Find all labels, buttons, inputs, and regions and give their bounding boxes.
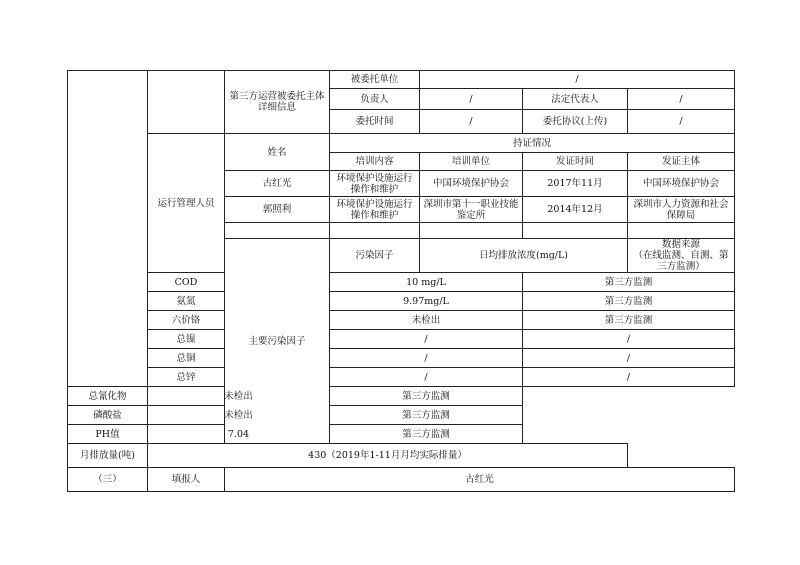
col-source-header: 数据来源 （在线监测、自测、第三方监测）	[628, 239, 735, 273]
operator-time: 2014年12月	[523, 197, 628, 223]
monthly-value: 430（2019年1-11月月均实际排量）	[148, 444, 628, 468]
third-party-blank-cell	[148, 71, 225, 134]
operator-content: 环境保护设施运行操作和维护	[330, 197, 420, 223]
empty-cell	[523, 223, 628, 239]
pollutant-conc: 未检出	[330, 311, 523, 330]
filler-index: （三）	[68, 468, 148, 492]
pollutant-source: /	[523, 330, 735, 349]
monthly-label: 月排放量(吨)	[68, 444, 148, 468]
col-header-unit: 培训单位	[420, 153, 523, 171]
pollutant-conc: 未检出	[148, 387, 330, 406]
entrusted-unit-label: 被委托单位	[330, 71, 420, 89]
operator-content: 环境保护设施运行操作和维护	[330, 171, 420, 197]
pollutant-source: 第三方监测	[330, 406, 523, 425]
left-blank-cell	[68, 71, 148, 387]
entrust-time-label: 委托时间	[330, 110, 420, 134]
pollutant-factor: 总铜	[148, 349, 225, 368]
pollutant-factor: 总镍	[148, 330, 225, 349]
agreement-value: /	[628, 110, 735, 134]
empty-cell	[330, 223, 420, 239]
pollutant-factor: COD	[148, 273, 225, 292]
cert-header: 持证情况	[330, 134, 735, 153]
operator-issuer: 深圳市人力资源和社会保障局	[628, 197, 735, 223]
pollutant-conc: 10 mg/L	[330, 273, 523, 292]
pollutant-factor: 六价铬	[148, 311, 225, 330]
pollutant-source: 第三方监测	[330, 387, 523, 406]
entrusted-unit-value: /	[420, 71, 735, 89]
filler-value: 古红光	[225, 468, 735, 492]
empty-cell	[225, 223, 330, 239]
pollutant-source: 第三方监测	[523, 292, 735, 311]
col-factor-header: 污染因子	[330, 239, 420, 273]
pollutant-factor: 磷酸盐	[68, 406, 148, 425]
empty-cell	[628, 223, 735, 239]
pollutant-source: /	[523, 368, 735, 387]
operator-name: 古红光	[225, 171, 330, 197]
operator-unit: 深圳市第十一职业技能鉴定所	[420, 197, 523, 223]
responsible-label: 负责人	[330, 89, 420, 110]
pollutant-conc: /	[330, 368, 523, 387]
pollutant-conc: 7.04	[148, 425, 330, 444]
pollutant-source: /	[523, 349, 735, 368]
pollutant-conc: 9.97mg/L	[330, 292, 523, 311]
operators-section-label: 运行管理人员	[148, 134, 225, 273]
pollutant-factor: 总氰化物	[68, 387, 148, 406]
operator-unit: 中国环境保护协会	[420, 171, 523, 197]
responsible-value: /	[420, 89, 523, 110]
pollutant-conc: 未检出	[148, 406, 330, 425]
col-conc-header: 日均排放浓度(mg/L)	[420, 239, 628, 273]
filler-label: 填报人	[148, 468, 225, 492]
entrust-time-value: /	[420, 110, 523, 134]
legal-rep-value: /	[628, 89, 735, 110]
pollutant-factor: 总锌	[148, 368, 225, 387]
operator-time: 2017年11月	[523, 171, 628, 197]
pollutant-source: 第三方监测	[330, 425, 523, 444]
third-party-section-label: 第三方运营被委托主体详细信息	[225, 71, 330, 134]
pollutants-section-label: 主要污染因子	[225, 239, 330, 444]
legal-rep-label: 法定代表人	[523, 89, 628, 110]
pollutant-factor: PH值	[68, 425, 148, 444]
pollutant-conc: /	[330, 330, 523, 349]
pollutant-source: 第三方监测	[523, 273, 735, 292]
operator-name: 郭照利	[225, 197, 330, 223]
report-table	[67, 70, 735, 492]
pollutant-factor: 氨氮	[148, 292, 225, 311]
col-header-issuer: 发证主体	[628, 153, 735, 171]
agreement-label: 委托协议(上传)	[523, 110, 628, 134]
pollutant-conc: /	[330, 349, 523, 368]
col-header-time: 发证时间	[523, 153, 628, 171]
operator-issuer: 中国环境保护协会	[628, 171, 735, 197]
pollutant-source: 第三方监测	[523, 311, 735, 330]
name-header: 姓名	[225, 134, 330, 171]
empty-cell	[420, 223, 523, 239]
col-header-content: 培训内容	[330, 153, 420, 171]
